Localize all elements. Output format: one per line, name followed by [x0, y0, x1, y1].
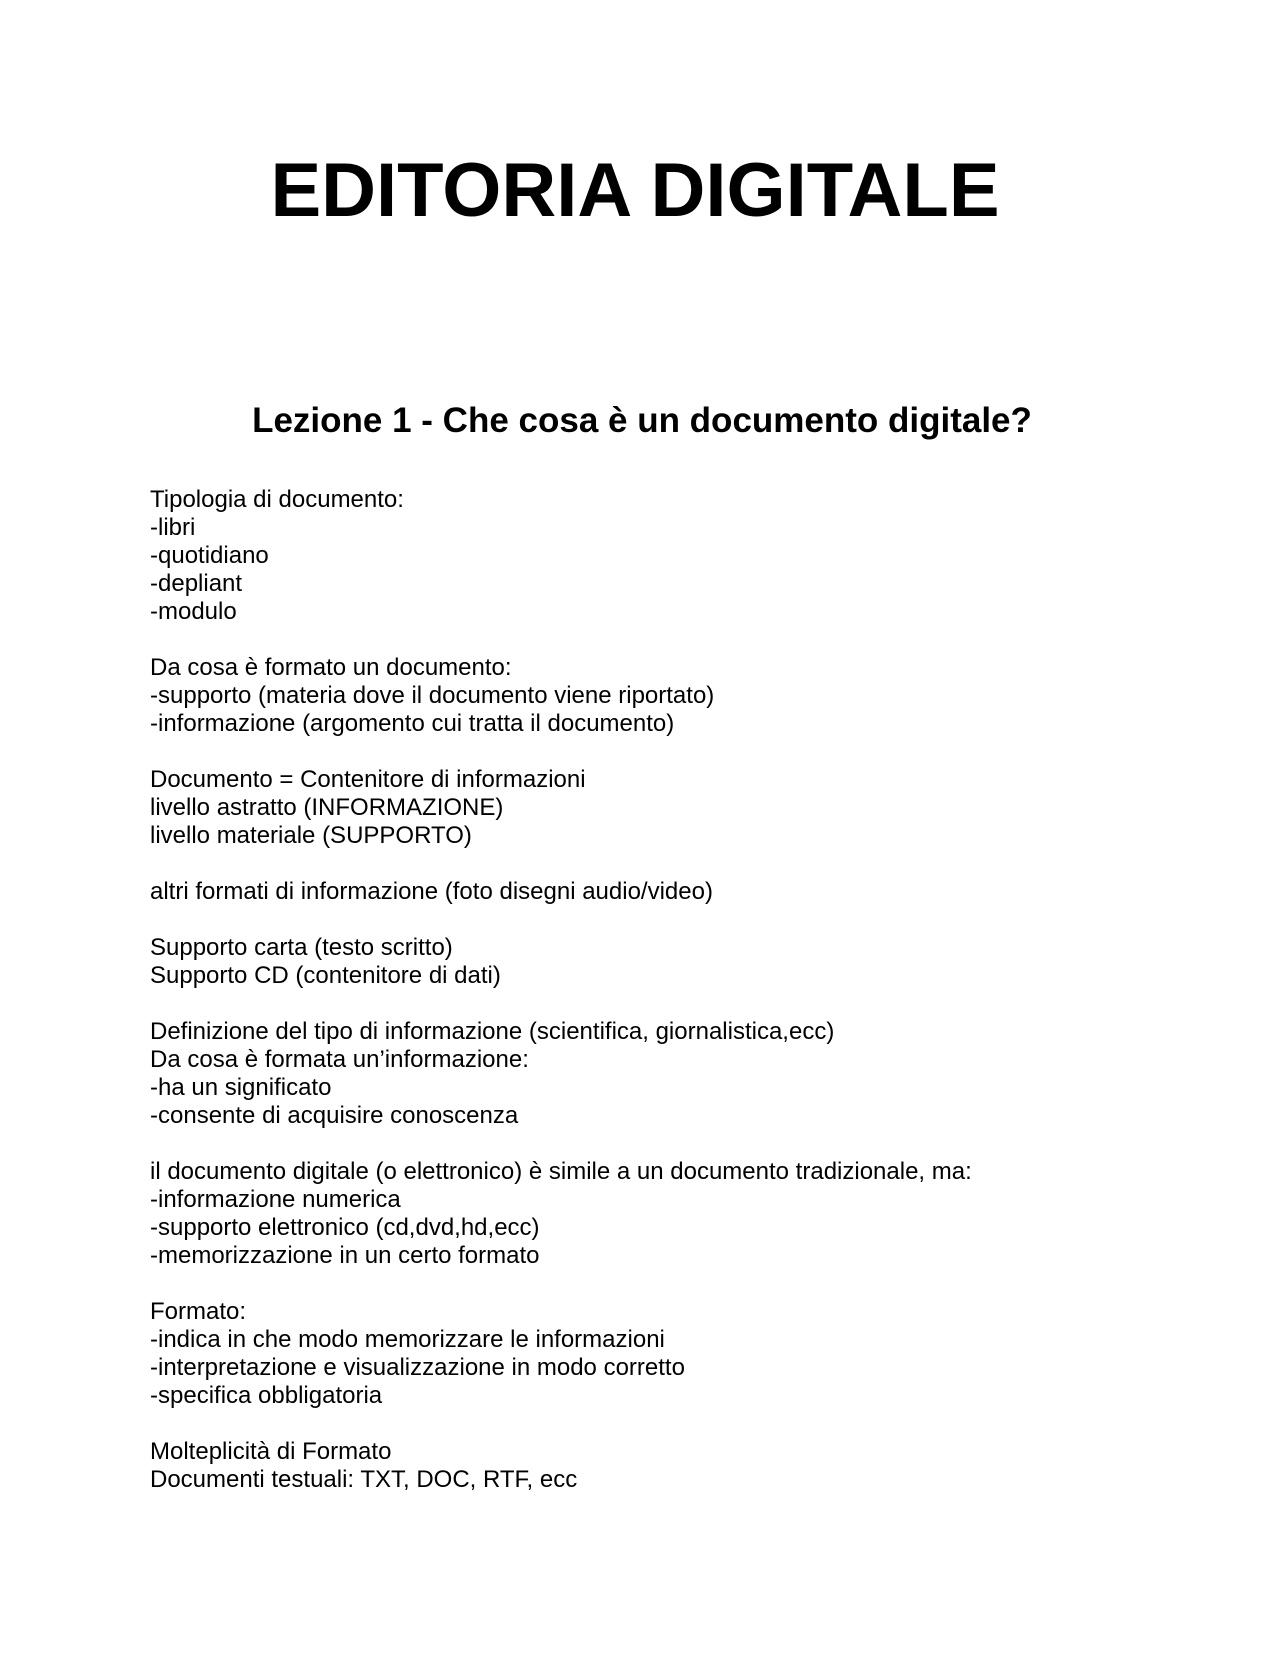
text-line: Definizione del tipo di informazione (scientifica, giornalistica,ecc): [150, 1018, 835, 1045]
text-line: -depliant: [150, 570, 243, 597]
text-line: -quotidiano: [150, 542, 269, 569]
text-block: [150, 878, 1210, 906]
text-line: livello materiale (SUPPORTO): [150, 822, 472, 849]
text-line: Tipologia di documento:: [150, 486, 404, 513]
document-title: [0, 146, 1280, 236]
text-line: -memorizzazione in un certo formato: [150, 1242, 540, 1269]
text-block: [150, 1298, 1210, 1410]
text-line: Da cosa è formata un’informazione:: [150, 1046, 529, 1073]
lesson-title-text: Lezione 1 - Che cosa è un documento digitale?: [252, 401, 1032, 440]
text-line: -indica in che modo memorizzare le informazioni: [150, 1326, 665, 1353]
text-line: livello astratto (INFORMAZIONE): [150, 794, 504, 821]
text-line: Supporto carta (testo scritto): [150, 934, 453, 961]
text-line: Formato:: [150, 1298, 247, 1325]
text-block: [150, 1018, 1210, 1130]
text-line: -informazione (argomento cui tratta il documento): [150, 710, 675, 737]
text-block: [150, 486, 1210, 626]
text-line: -consente di acquisire conoscenza: [150, 1102, 519, 1129]
text-line: Supporto CD (contenitore di dati): [150, 962, 501, 989]
text-line: Documenti testuali: TXT, DOC, RTF, ecc: [150, 1466, 578, 1493]
text-line: -interpretazione e visualizzazione in modo corretto: [150, 1354, 685, 1381]
text-line: -ha un significato: [150, 1074, 332, 1101]
text-block: [150, 934, 1210, 990]
text-line: -informazione numerica: [150, 1186, 401, 1213]
text-line: Molteplicità di Formato: [150, 1438, 392, 1465]
document-body: [150, 486, 1210, 1522]
text-line: altri formati di informazione (foto disegni audio/video): [150, 878, 713, 905]
text-block: [150, 1438, 1210, 1494]
document-title-text: EDITORIA DIGITALE: [270, 148, 1000, 233]
text-block: [150, 654, 1210, 738]
text-block: [150, 1158, 1210, 1270]
text-line: -libri: [150, 514, 196, 541]
text-line: Da cosa è formato un documento:: [150, 654, 512, 681]
text-line: -supporto elettronico (cd,dvd,hd,ecc): [150, 1214, 540, 1241]
text-line: -supporto (materia dove il documento viene riportato): [150, 682, 715, 709]
text-line: -specifica obbligatoria: [150, 1382, 383, 1409]
text-block: [150, 766, 1210, 850]
text-line: il documento digitale (o elettronico) è simile a un documento tradizionale, ma:: [150, 1158, 972, 1185]
lesson-title: [0, 400, 1280, 442]
text-line: -modulo: [150, 598, 237, 625]
text-line: Documento = Contenitore di informazioni: [150, 766, 586, 793]
